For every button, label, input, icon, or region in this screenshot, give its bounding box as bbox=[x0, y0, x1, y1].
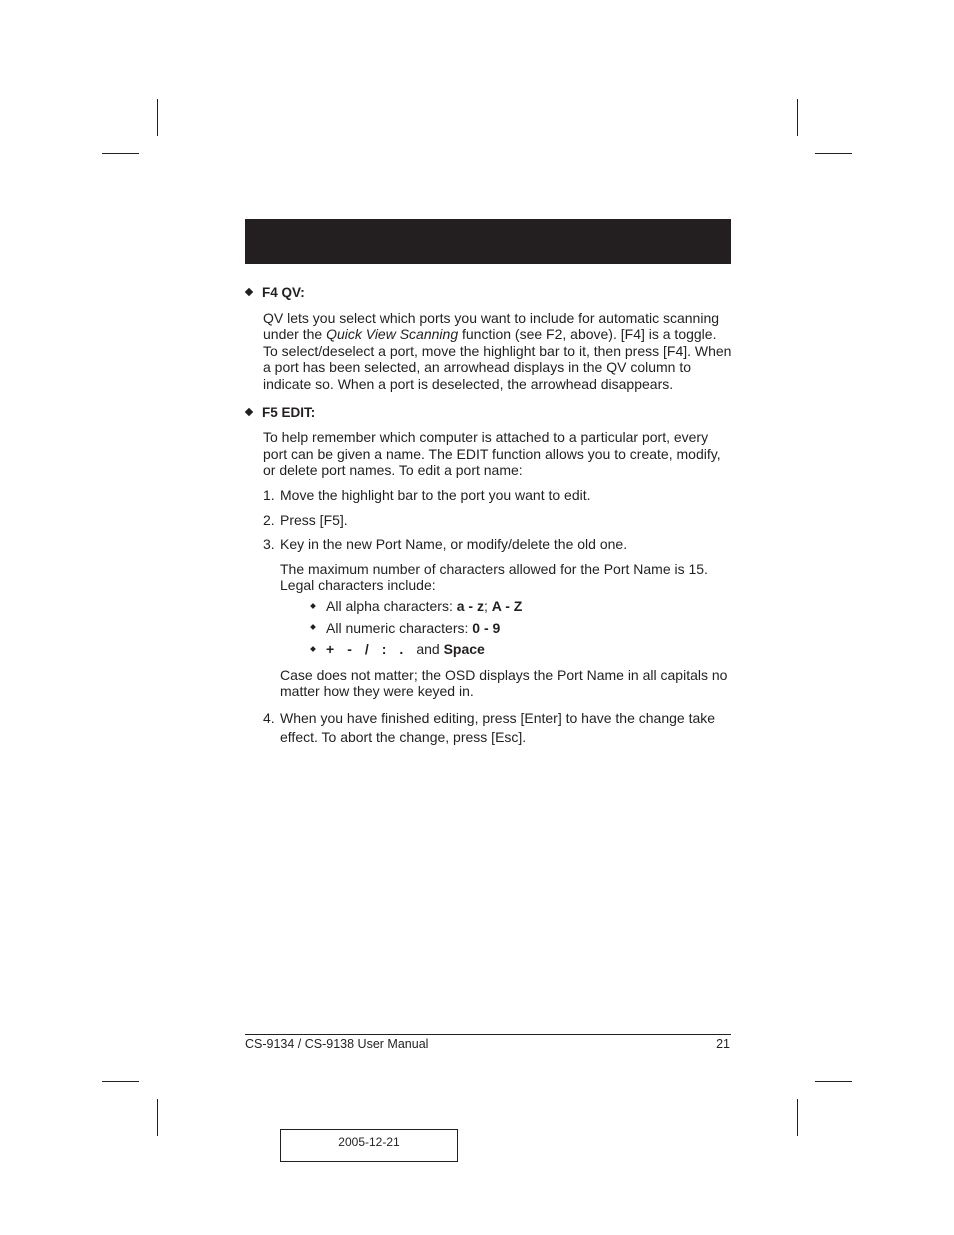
symbol-slash: / bbox=[364, 641, 369, 658]
step-text: When you have finished editing, press [Enter] to have the change take effect. To abort the change, press [Esc]. bbox=[280, 709, 716, 745]
step-item bbox=[263, 709, 733, 747]
section-title-f5: F5 EDIT: bbox=[262, 404, 316, 420]
crop-mark-bottom-right-v bbox=[797, 1099, 798, 1136]
crop-mark-bottom-left-h bbox=[102, 1081, 139, 1082]
legal-chars-alpha bbox=[311, 598, 733, 615]
max-chars-note: The maximum number of characters allowed for the Port Name is 15. Legal characters include: bbox=[280, 560, 708, 594]
step-number: 1. bbox=[263, 486, 275, 503]
step-item bbox=[263, 487, 733, 504]
crop-mark-top-right-v bbox=[797, 99, 798, 136]
edit-steps-list bbox=[263, 487, 733, 747]
f4-text-italic: Quick View Scanning bbox=[326, 326, 459, 343]
step-item bbox=[263, 536, 733, 553]
numeric-label: All numeric characters: bbox=[326, 619, 469, 636]
f5-intro: To help remember which computer is attached to a particular port, every port can be given a name. The EDIT function allows you to create, modify, or delete port names. To edit a port name: bbox=[263, 429, 721, 479]
section-title-f4: F4 QV: bbox=[262, 285, 305, 300]
symbol-minus: - bbox=[347, 641, 352, 658]
footer-manual-title: CS-9134 / CS-9138 User Manual bbox=[245, 1037, 429, 1051]
legal-chars-symbols bbox=[311, 641, 733, 658]
small-diamond-bullet-icon bbox=[311, 604, 316, 609]
f4-description bbox=[263, 310, 733, 393]
small-diamond-bullet-icon bbox=[311, 647, 316, 652]
footer-page-number: 21 bbox=[716, 1037, 730, 1051]
step-text: Key in the new Port Name, or modify/delete the old one. bbox=[280, 536, 628, 553]
footer-rule bbox=[245, 1034, 731, 1035]
diamond-bullet-icon bbox=[245, 288, 255, 298]
alpha-label: All alpha characters: bbox=[326, 597, 453, 614]
f4-text-end: function (see F2, above). [F4] is a toggle. To select/deselect a port, move the highlight bar to it, then press [F4]. When a port has been selected, an arrowhead displays in the QV column to indicate so. When a port is deselected, the arrowhead disappears. bbox=[263, 326, 732, 392]
case-note: Case does not matter; the OSD displays the Port Name in all capitals no matter how they were keyed in. bbox=[280, 666, 728, 700]
crop-mark-top-left-h bbox=[102, 153, 139, 154]
symbol-period: . bbox=[399, 641, 404, 658]
crop-mark-bottom-right-h bbox=[815, 1081, 852, 1082]
alpha-lower: a - z bbox=[456, 597, 484, 614]
crop-mark-top-left-v bbox=[157, 99, 158, 136]
step-text: Move the highlight bar to the port you want to edit. bbox=[280, 486, 591, 503]
numeric-range: 0 - 9 bbox=[472, 619, 501, 636]
symbol-colon: : bbox=[381, 641, 387, 658]
crop-mark-top-right-h bbox=[815, 153, 852, 154]
diamond-bullet-icon bbox=[245, 408, 255, 418]
small-diamond-bullet-icon bbox=[311, 625, 316, 630]
step-number: 3. bbox=[263, 536, 275, 553]
crop-mark-bottom-left-v bbox=[157, 1099, 158, 1136]
alpha-separator: ; bbox=[483, 597, 488, 614]
symbols-and: and bbox=[416, 641, 440, 658]
step-number: 2. bbox=[263, 511, 275, 528]
page-content bbox=[245, 285, 733, 747]
step-number: 4. bbox=[263, 709, 275, 726]
chapter-header-bar bbox=[245, 219, 731, 264]
f4-text-start: QV lets you select which ports you want to include for automatic scanning under the bbox=[263, 309, 720, 343]
section-heading-f4 bbox=[245, 285, 733, 302]
step-item bbox=[263, 512, 733, 529]
legal-chars-numeric bbox=[311, 620, 733, 637]
space-label: Space bbox=[443, 641, 485, 658]
date-stamp: 2005-12-21 bbox=[280, 1129, 458, 1162]
step-text: Press [F5]. bbox=[280, 511, 348, 528]
alpha-upper: A - Z bbox=[491, 597, 523, 614]
symbol-plus: + bbox=[326, 641, 335, 658]
section-heading-f5 bbox=[245, 405, 733, 422]
